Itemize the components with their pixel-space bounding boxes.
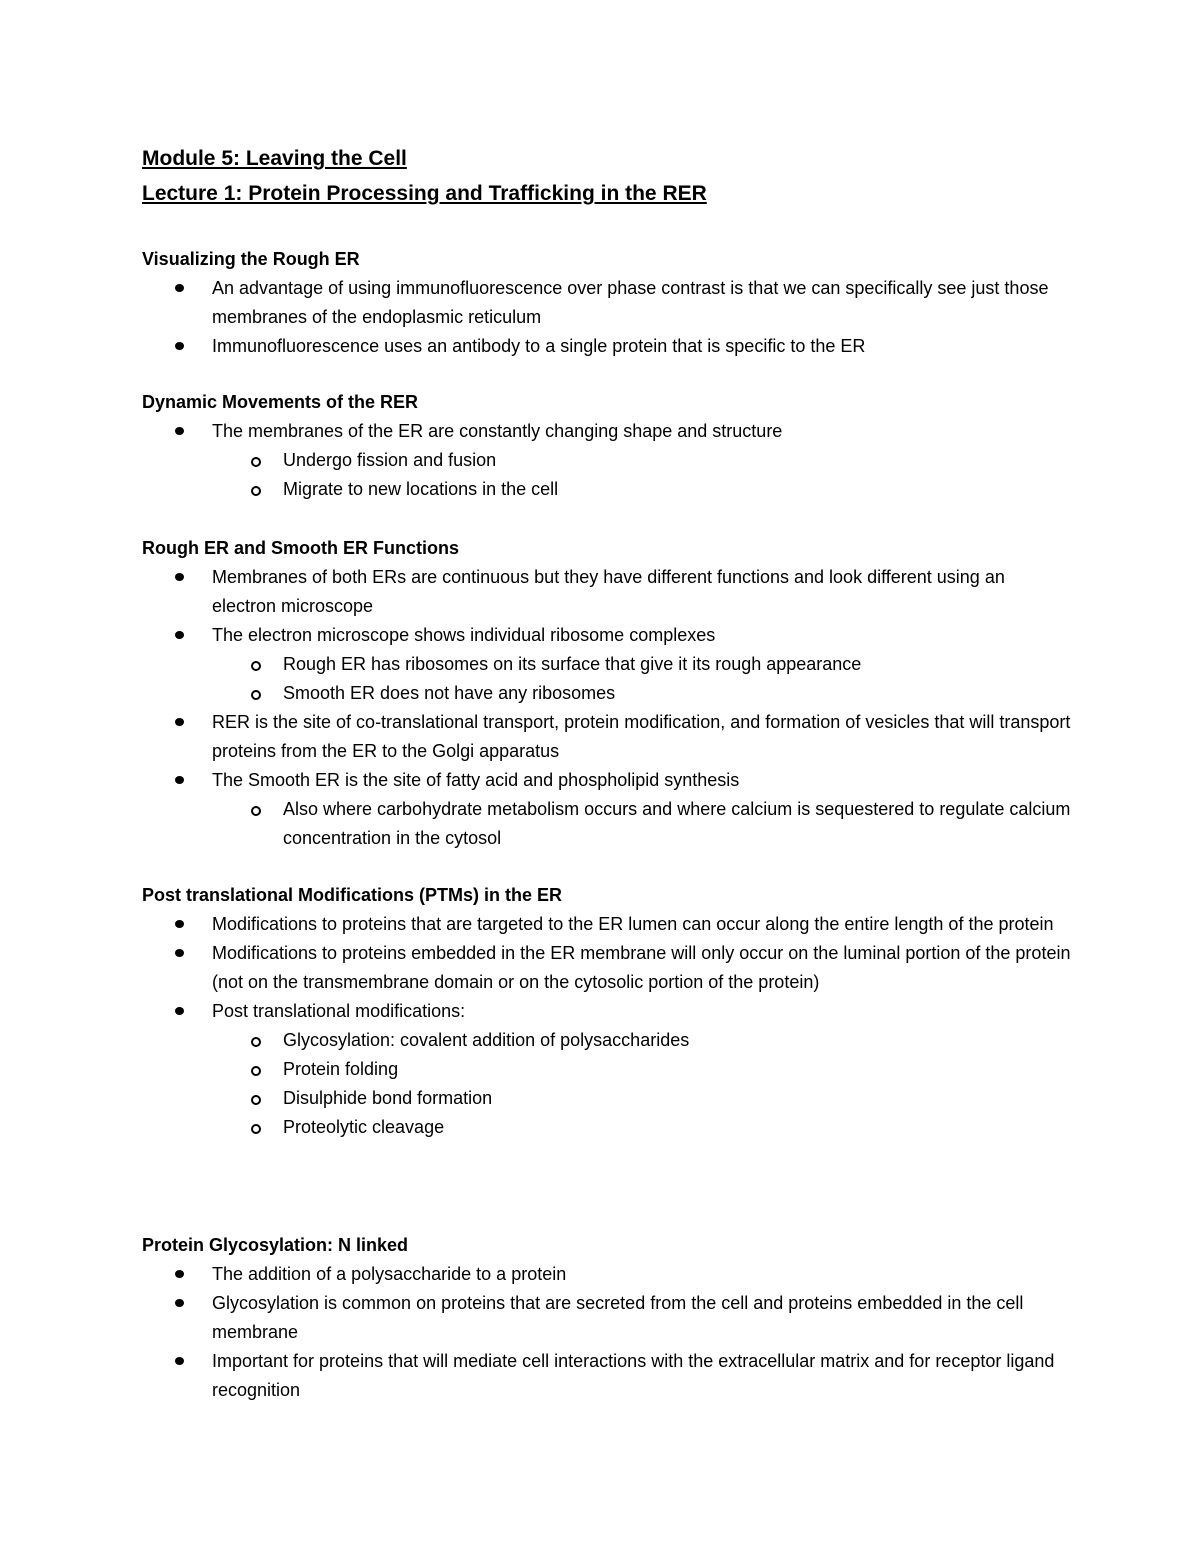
list-item: Post translational modifications: (142, 997, 1072, 1026)
bullet-list (142, 563, 1072, 853)
sub-list-item: Disulphide bond formation (142, 1084, 1072, 1113)
module-title: Module 5: Leaving the Cell (142, 147, 407, 170)
list-item: The addition of a polysaccharide to a protein (142, 1260, 1072, 1289)
sub-list-item: Undergo fission and fusion (142, 446, 1072, 475)
section-heading: Dynamic Movements of the RER (142, 392, 419, 412)
sub-list-item: Proteolytic cleavage (142, 1113, 1072, 1142)
list-item: The membranes of the ER are constantly changing shape and structure (142, 417, 1072, 446)
sub-list-item: Protein folding (142, 1055, 1072, 1084)
section-visualizing-rough-er (142, 245, 1072, 361)
bullet-list (142, 910, 1072, 1142)
list-item: Immunofluorescence uses an antibody to a single protein that is specific to the ER (142, 332, 1072, 361)
sub-list-item: Smooth ER does not have any ribosomes (142, 679, 1072, 708)
lecture-title: Lecture 1: Protein Processing and Trafficking in the RER (142, 182, 707, 205)
section-dynamic-movements (142, 388, 1072, 504)
section-protein-glycosylation (142, 1231, 1072, 1405)
section-heading: Visualizing the Rough ER (142, 249, 360, 269)
list-item: Membranes of both ERs are continuous but they have different functions and look different using an electron microscope (142, 563, 1072, 621)
section-heading: Protein Glycosylation: N linked (142, 1235, 409, 1255)
section-post-translational-modifications (142, 881, 1072, 1142)
bullet-list (142, 1260, 1072, 1405)
sub-list-item: Also where carbohydrate metabolism occurs and where calcium is sequestered to regulate calcium concentration in the cytosol (142, 795, 1072, 853)
sub-list-item: Rough ER has ribosomes on its surface that give it its rough appearance (142, 650, 1072, 679)
list-item: The electron microscope shows individual ribosome complexes (142, 621, 1072, 650)
sub-list-item: Glycosylation: covalent addition of polysaccharides (142, 1026, 1072, 1055)
list-item: Modifications to proteins embedded in the ER membrane will only occur on the luminal portion of the protein (not on the transmembrane domain or on the cytosolic portion of the protein) (142, 939, 1072, 997)
bullet-list (142, 274, 1072, 361)
section-heading: Rough ER and Smooth ER Functions (142, 538, 459, 558)
list-item: RER is the site of co-translational transport, protein modification, and formation of vesicles that will transport proteins from the ER to the Golgi apparatus (142, 708, 1072, 766)
section-rough-smooth-er-functions (142, 534, 1072, 853)
list-item: Modifications to proteins that are targeted to the ER lumen can occur along the entire length of the protein (142, 910, 1072, 939)
list-item: An advantage of using immunofluorescence over phase contrast is that we can specifically see just those membranes of the endoplasmic reticulum (142, 274, 1072, 332)
bullet-list (142, 417, 1072, 504)
list-item: Important for proteins that will mediate cell interactions with the extracellular matrix and for receptor ligand recognition (142, 1347, 1072, 1405)
section-heading: Post translational Modifications (PTMs) in the ER (142, 885, 563, 905)
list-item: The Smooth ER is the site of fatty acid and phospholipid synthesis (142, 766, 1072, 795)
list-item: Glycosylation is common on proteins that are secreted from the cell and proteins embedded in the cell membrane (142, 1289, 1072, 1347)
sub-list-item: Migrate to new locations in the cell (142, 475, 1072, 504)
